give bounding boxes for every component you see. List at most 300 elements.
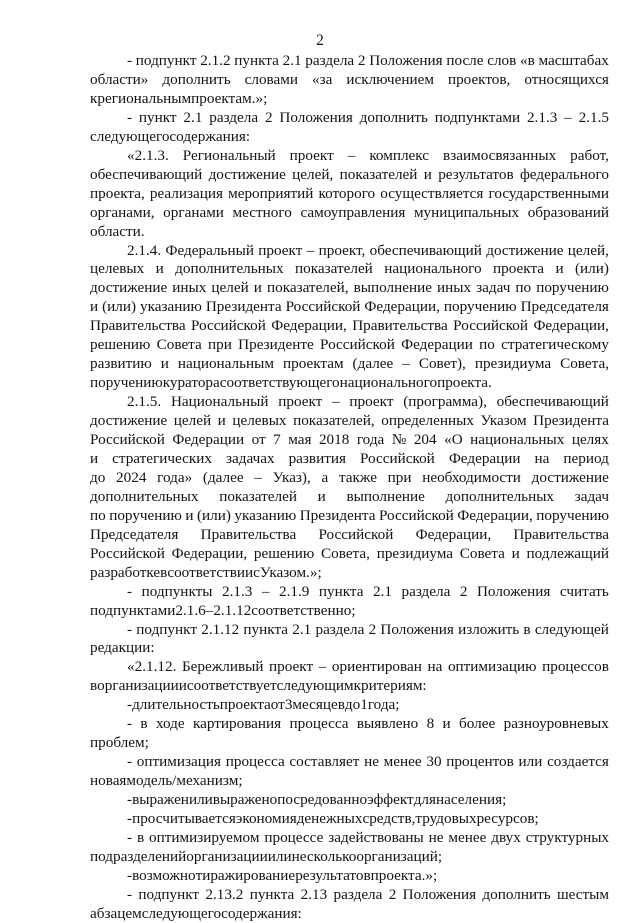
text-line [127,791,609,809]
word: процесса [225,753,285,771]
word: целевых [232,412,287,430]
word: Российской [359,449,435,467]
word: дополнительных [445,487,555,505]
word: взаимосвязанных [443,146,557,164]
word: масштабах [538,52,609,69]
word: Федерации, [457,506,533,524]
word: 2 [368,620,377,638]
word: – [402,355,410,373]
word: Российской [285,298,361,316]
word: поручению [443,298,517,316]
word: самоуправления [300,203,406,221]
word: Президента [299,506,376,524]
word: Российской [90,431,165,448]
word: ориентирован [331,658,422,676]
word: и [160,355,169,373]
word: дополнить [482,885,551,903]
word: несколько [291,847,357,865]
word: которого [318,184,376,202]
word: составляет [289,753,360,771]
text-line [90,90,609,108]
word: модель/механизм; [126,772,243,790]
word: национального [384,260,482,278]
word: к [90,89,98,107]
text-line [127,753,609,771]
word: выражен [212,791,270,809]
word: органами, [90,203,155,221]
word: следующего [90,127,170,145]
word: экономия [235,810,297,827]
text-line [90,469,609,487]
word: подпункт [138,885,200,903]
word: (или) [102,298,137,316]
text-line [90,317,609,335]
text-line [127,658,609,676]
word: достижение [486,241,564,259]
word: Положения [279,108,353,126]
word: пункт [138,108,177,126]
text-line [127,147,609,165]
word: (далее [202,468,244,486]
word: Указом.»; [259,563,322,581]
text-line [90,639,609,657]
word: работ, [570,146,609,164]
word: – [205,601,214,619]
word: для [413,791,436,809]
word: «2.1.3. [127,146,169,164]
word: на [427,658,443,676]
word: Российской [453,317,529,335]
word: или [518,753,543,771]
word: подпункт [135,52,197,69]
word: области» [90,70,149,88]
text-line [90,526,609,544]
word: следующего [141,904,222,922]
word: - [127,108,133,126]
word: 2.1.3 [221,582,253,600]
word: президиума [376,544,453,562]
word: показателей, [293,412,375,430]
word: указанию [234,506,297,524]
word: 2.1.5 [578,108,609,126]
text-line [127,715,609,733]
word: в [160,563,168,581]
word: обеспечивающий [369,241,482,259]
word: - [127,620,133,638]
word: национальным [177,355,274,373]
word: следующим [276,677,354,695]
word: - [127,866,133,884]
word: проект [289,146,334,164]
word: показателей, [266,279,349,297]
word: целей, [292,165,334,183]
word: абзацем [90,904,142,922]
word: проект [269,658,314,676]
word: комплекс [369,146,430,164]
word: Президента [205,298,282,316]
word: 2024 [116,468,147,486]
word: и [155,260,164,278]
word: проблем; [90,734,149,752]
word: Правительства [513,525,609,543]
word: слов [487,52,517,69]
word: «за [312,70,333,88]
word: редакции: [90,639,155,657]
word: Федерации, [364,298,440,316]
word: Федерации, [271,317,347,335]
word: в [90,677,98,695]
word: решению [253,544,315,562]
word: подпунктами [434,108,521,126]
word: процессов [542,658,609,676]
word: - [127,885,133,903]
text-line [90,450,609,468]
word: результатов [295,866,371,884]
word: задач [574,487,609,505]
word: выражен [132,791,189,809]
word: года; [367,696,400,714]
word: мероприятий [228,184,314,202]
word: проекта, [90,184,145,202]
word: 2 [388,885,397,903]
word: населения; [436,791,507,809]
word: 2.13 [300,885,328,903]
text-line [127,867,609,885]
word: достижение [90,412,168,430]
word: после [446,52,484,69]
text-line [90,279,609,297]
word: более [459,715,496,733]
word: № [391,431,407,448]
word: Президента [533,412,609,430]
text-line [127,242,609,260]
word: до [344,696,361,714]
word: выполнение [346,487,425,505]
word: денежных [296,810,363,827]
word: длительность [132,696,220,714]
word: достижение [531,468,609,486]
word: Совета, [321,544,370,562]
text-line [90,204,609,222]
text-line [90,488,609,506]
word: Совета, [560,355,609,373]
word: выявлено [356,715,419,733]
word: Федерации [448,449,521,467]
word: – [347,146,356,164]
word: процентов [446,753,514,771]
text-line [90,223,609,241]
word: решению [90,336,151,354]
word: – [318,658,327,676]
word: Федерации [401,336,473,354]
word: соответствующего [219,374,340,392]
word: процессе [264,828,324,846]
word: – [564,108,572,126]
page-number: 2 [316,32,324,49]
text-line [90,260,609,278]
word: Председателя [90,525,179,543]
word: 2.1.9 [278,582,310,600]
word: «О [444,431,463,448]
word: - [127,810,133,827]
word: проект [278,393,323,411]
text-line [90,166,609,184]
word: 204 [413,431,437,448]
word: и [90,449,99,467]
word: считать [559,582,609,600]
word: 2.1.3 [526,108,558,126]
word: проект [258,241,303,259]
word: указанию [140,298,202,316]
word: и [442,715,451,733]
word: и [423,165,432,183]
word: национальных [470,431,565,448]
word: 2.13.2 [205,885,244,903]
word: 8 [426,715,435,733]
word: местного [232,203,292,221]
word: Правительства [352,317,448,335]
word: период [563,449,609,467]
word: целях [571,431,609,448]
word: образований [527,203,609,221]
word: изложить [458,620,520,638]
word: определенных [381,412,474,430]
word: Правительства [200,525,297,543]
word: трудовых [415,810,477,827]
word: не [428,828,444,846]
text-line [90,128,609,146]
word: 2018 [318,431,350,448]
word: и [185,506,194,524]
word: 3 [284,696,293,714]
word: Российской [190,317,266,335]
word: дополнительных [90,487,199,505]
word: дополнить [359,108,428,126]
word: Положения [369,52,443,69]
word: 2 [357,52,366,69]
word: не [364,753,379,771]
word: проекта. [437,374,492,392]
word: федерального [519,165,609,183]
word: соответствии [167,563,254,581]
word: опосредованно [269,791,368,809]
word: в [140,715,148,733]
word: президиума [474,355,552,373]
word: шестым [556,885,609,903]
word: – [254,468,262,486]
word: также [338,468,377,486]
word: Федерации, [415,525,492,543]
word: при [387,468,412,486]
word: целей [173,412,212,430]
word: эффект [367,791,414,809]
word: и [253,279,262,297]
word: а [321,468,329,486]
word: относящихся [524,70,609,88]
text-line [90,298,609,316]
word: 2.1 [372,582,392,600]
word: развитию [90,355,152,373]
word: 2.1.4. [127,241,162,259]
word: пункта [318,582,364,600]
word: проекта.»; [370,866,438,884]
word: возможно [132,866,196,884]
text-line [127,52,609,70]
word: Правительства [90,317,186,335]
word: Бережливый [181,658,264,676]
text-line [90,734,609,752]
word: - [127,696,133,714]
word: Председателя [520,298,609,316]
word: Президенте [238,336,314,354]
word: показателей [339,165,418,183]
word: в [523,620,531,638]
word: достижение [208,165,286,183]
word: средств, [362,810,416,827]
word: картирования [192,715,282,733]
word: национального [339,374,438,392]
word: ресурсов; [476,810,539,827]
word: мая [288,431,312,448]
word: выполнение [353,279,432,297]
word: Федеральный [165,241,254,259]
word: Федерации, [171,544,248,562]
word: следующей [534,620,609,638]
word: Российской [90,544,165,562]
word: и [178,677,187,695]
word: 7 [273,431,281,448]
word: реализация [149,184,223,202]
word: исключением [346,70,434,88]
text-line [127,109,609,127]
word: обеспечивающий [496,393,609,411]
word: года [356,431,385,448]
word: Российской [318,525,394,543]
word: раздела [333,885,383,903]
word: куратора [162,374,220,392]
word: проекта [493,260,545,278]
text-line [90,677,609,695]
word: организации [97,677,179,695]
word: - [127,753,133,771]
word: стратегическому [501,336,609,354]
word: менее [448,828,487,846]
word: просчитывается [132,810,236,827]
word: проект, [318,241,366,259]
text-line [127,583,609,601]
word: целей, [567,241,609,259]
word: раздела [305,52,355,69]
word: менее [383,753,422,771]
word: Положения [380,620,454,638]
word: Совета [156,336,202,354]
word: - [127,52,133,69]
word: и [217,412,226,430]
word: новая [90,772,127,790]
word: подразделений [90,847,187,865]
word: – [306,241,315,259]
word: организации [186,847,268,865]
word: месяцев [292,696,345,714]
word: в [136,828,145,846]
word: развития [288,449,346,467]
word: разноуровневых [503,715,609,733]
word: подпункт [136,620,197,638]
word: раздела [209,108,259,126]
word: на [534,449,550,467]
word: и [317,487,326,505]
text-line [127,829,609,847]
word: Положения [476,582,551,600]
word: подлежащий [526,544,609,562]
word: структурных [525,828,609,846]
word: проект [349,393,394,411]
word: с [253,563,260,581]
word: по [515,279,532,297]
word: Совета [459,544,505,562]
word: целевых [90,260,145,278]
word: осуществляется [380,184,484,202]
word: подпункты [141,582,213,600]
word: проектам.»; [191,89,268,107]
word: словами [244,70,298,88]
word: 2.1.6 [175,601,206,619]
text-line [90,507,609,525]
text-line [90,374,609,392]
word: оптимизируемом [149,828,260,846]
text-line [90,71,609,89]
word: раздела [401,582,451,600]
word: пункта [243,620,289,638]
word: Федерации, [533,317,609,335]
word: Национальный [170,393,269,411]
word: организаций; [356,847,443,865]
word: дополнить [162,70,231,88]
word: «2.1.12. [127,658,177,676]
word: задач [476,279,511,297]
word: разработке [90,563,161,581]
word: необходимости [422,468,521,486]
text-line [127,393,609,411]
word: проектам [282,355,344,373]
word: пункта [234,52,279,69]
word: 2.1.2 [200,52,231,69]
word: поручению [536,279,609,297]
word: тиражирование [195,866,296,884]
word: 2 [459,582,468,600]
word: - [127,715,133,733]
word: 2.1.12 [201,620,240,638]
word: 2.1.12 [213,601,252,619]
text-line [90,905,609,923]
word: целей [211,279,249,297]
word: (или) [574,260,609,278]
text-line [127,621,609,639]
word: по [90,506,106,524]
word: - [127,828,133,846]
text-line [90,185,609,203]
word: результатов [438,165,514,183]
word: раздела [315,620,365,638]
word: иных [437,279,472,297]
text-line [90,772,609,790]
word: Положения [402,885,477,903]
word: достижение [90,279,168,297]
word: от [251,431,266,448]
word: критериям: [353,677,427,695]
word: и [555,260,564,278]
text-line [90,336,609,354]
